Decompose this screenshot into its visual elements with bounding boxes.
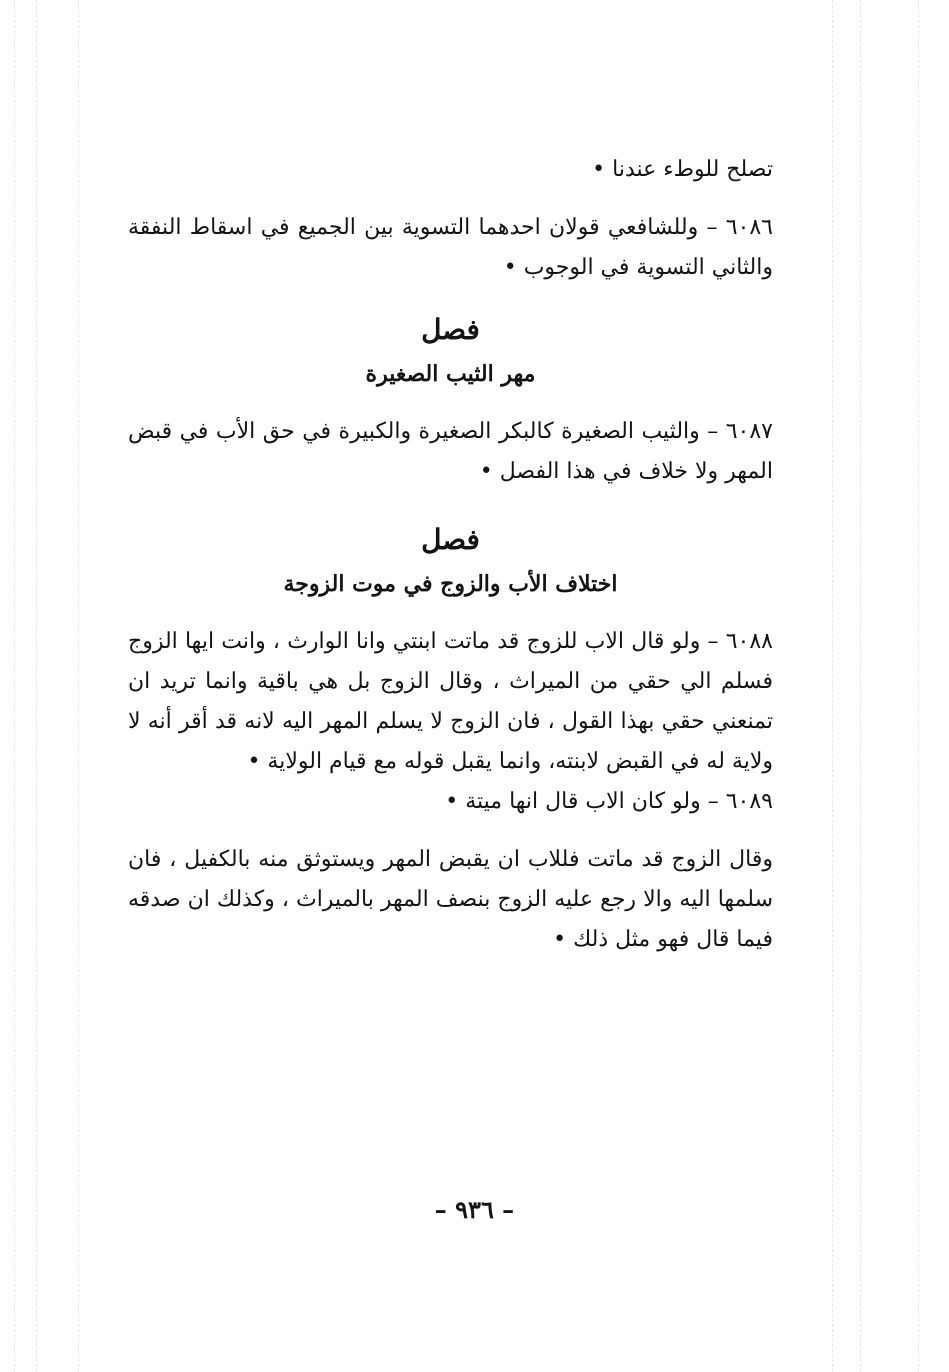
section-heading-fasl-2 [128,516,773,564]
spacer [128,492,773,516]
paragraph-6088: ٦٠٨٨ – ولو قال الاب للزوج قد ماتت ابنتي وانا الوارث ، وانت ايها الزوج فسلم الي حقي من الميراث ، وقال الزوج بل هي باقية وانما تريد ان تمنعني حقي بهذا القول ، فان الزوج لا يسلم المهر اليه لانه قد أقر أنه لا ولاية له في القبض لابنته، وانما يقبل قوله مع قيام الولاية • [128,629,773,774]
page-number: – ٩٣٦ – [434,1195,515,1224]
section-heading-fasl-1 [128,306,773,354]
section-subheading-1: مهر الثيب الصغيرة [365,361,536,387]
spacer [128,394,773,412]
scan-artifact-line [14,0,15,1372]
section-subheading-2: اختلاف الأب والزوج في موت الزوجة [283,571,618,597]
paragraph-continuation: تصلح للوطء عندنا • [592,157,773,182]
scan-artifact-line [832,0,833,1372]
paragraph-6089-continued: وقال الزوج قد ماتت فللاب ان يقبض المهر ويستوثق منه بالكفيل ، فان سلمها اليه والا رجع عليه الزوج بنصف المهر بالميراث ، وكذلك ان صدقه فيما قال فهو مثل ذلك • [128,847,773,952]
scan-artifact-line [78,0,79,1372]
spacer [128,288,773,306]
scan-artifact-line [918,0,919,1372]
spacer [128,822,773,840]
section-title: فصل [421,313,480,346]
page-body [128,150,773,960]
paragraph-6089: ٦٠٨٩ – ولو كان الاب قال انها ميتة • [445,789,773,814]
section-title: فصل [421,523,480,556]
spacer [128,190,773,208]
scan-artifact-line [860,0,861,1372]
paragraph-6087: ٦٠٨٧ – والثيب الصغيرة كالبكر الصغيرة والكبيرة في حق الأب في قبض المهر ولا خلاف في هذا الفصل • [128,419,773,484]
spacer [128,604,773,622]
paragraph-6086: ٦٠٨٦ – وللشافعي قولان احدهما التسوية بين الجميع في اسقاط النفقة والثاني التسوية في الوجوب • [128,215,773,280]
scan-artifact-line [36,0,37,1372]
